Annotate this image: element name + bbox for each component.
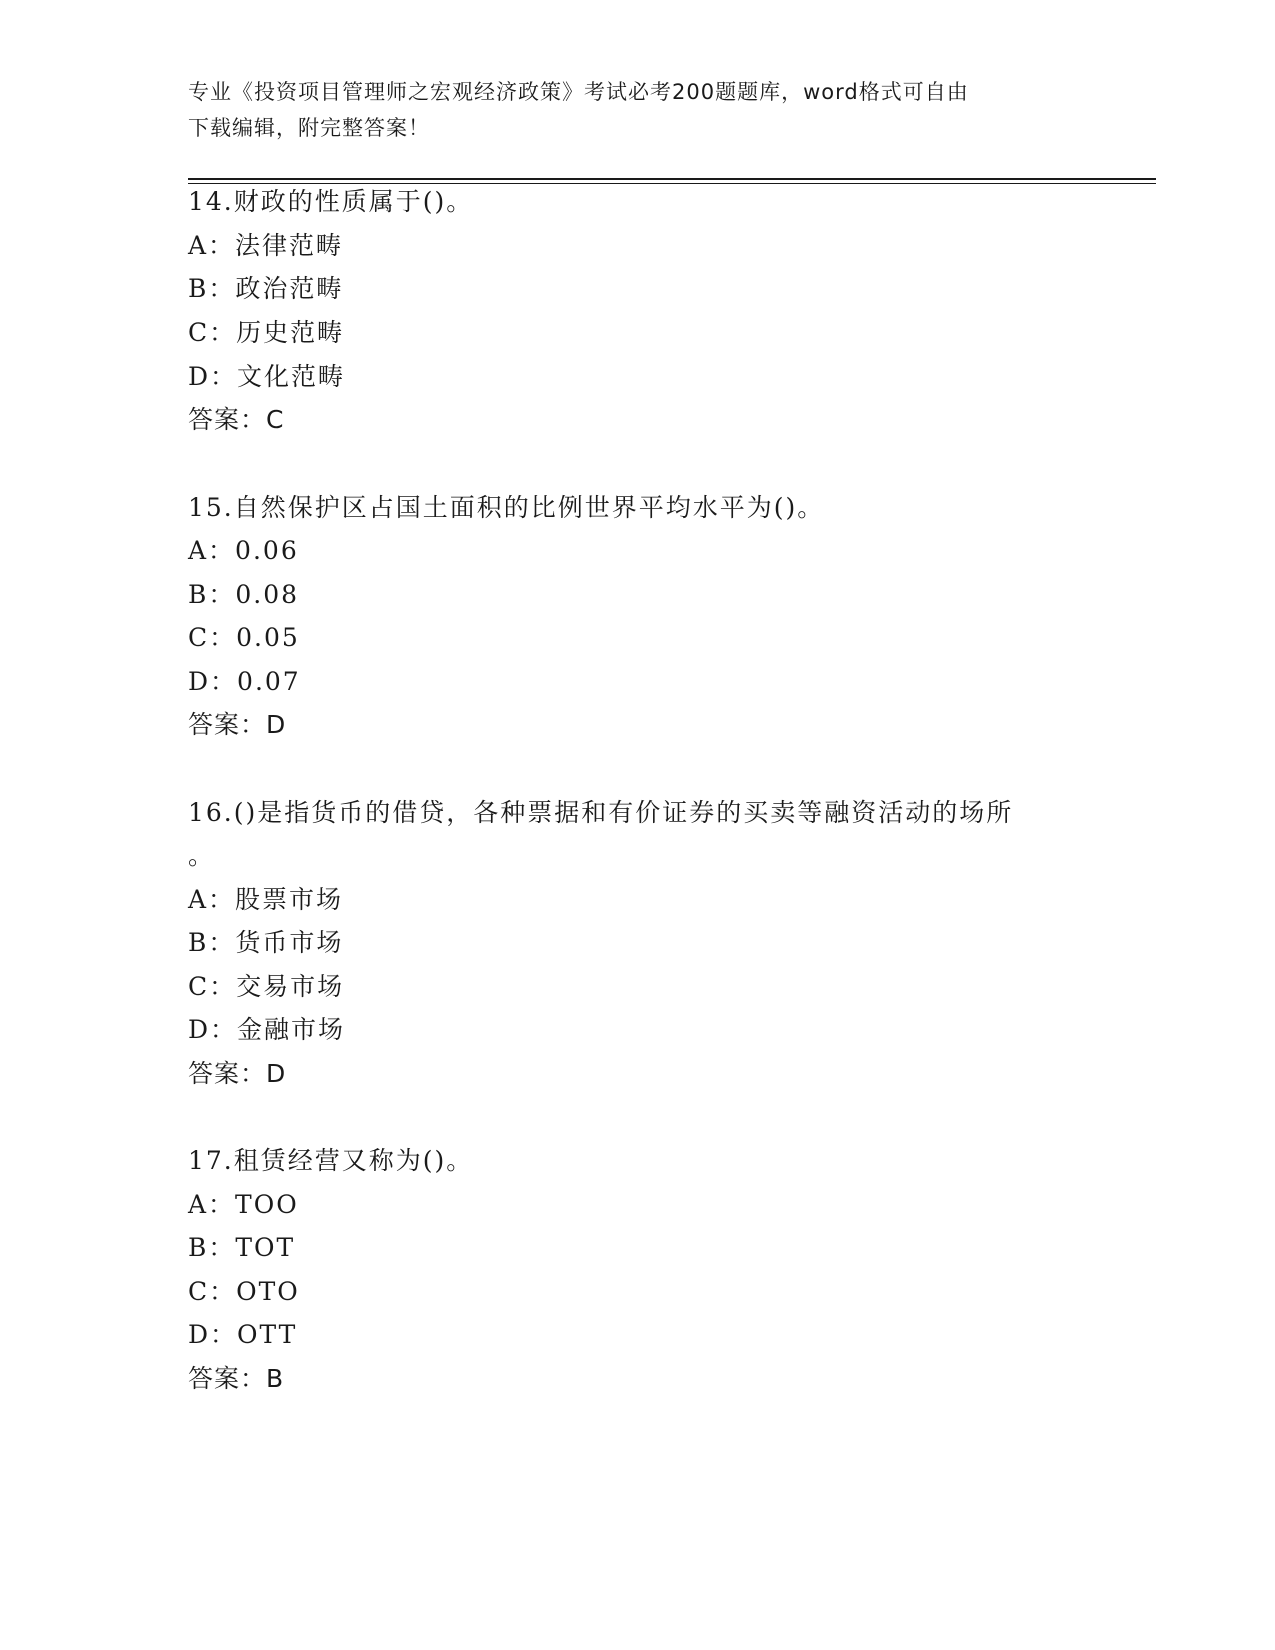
question-15-option-d: D：0.07: [188, 667, 301, 696]
header-line-1: 专业《投资项目管理师之宏观经济政策》考试必考200题题库，word格式可自由: [188, 80, 969, 104]
question-15-option-a: A：0.06: [188, 536, 299, 565]
question-16-option-b: B：货币市场: [188, 928, 344, 957]
question-17-answer: 答案：B: [188, 1364, 285, 1393]
question-17-option-d: D：OTT: [188, 1320, 298, 1349]
document-header: [188, 74, 1078, 146]
question-16-option-c: C：交易市场: [188, 972, 345, 1001]
question-16-option-a: A：股票市场: [188, 885, 344, 914]
question-14-option-b: B：政治范畴: [188, 274, 344, 303]
question-17-option-a: A：TOO: [188, 1190, 299, 1219]
question-15-answer: 答案：D: [188, 710, 287, 739]
header-line-2: 下载编辑，附完整答案！: [188, 116, 430, 140]
question-16-stem-continuation: 。: [188, 841, 216, 870]
question-14-option-c: C：历史范畴: [188, 318, 345, 347]
question-16-answer: 答案：D: [188, 1059, 287, 1088]
question-14-stem: 14.财政的性质属于()。: [188, 187, 474, 216]
question-14-option-a: A：法律范畴: [188, 231, 344, 260]
question-16-stem: 16.()是指货币的借贷，各种票据和有价证券的买卖等融资活动的场所: [188, 798, 1014, 827]
question-15-option-c: C：0.05: [188, 623, 300, 652]
question-14-answer: 答案：C: [188, 405, 285, 434]
question-14-option-d: D：文化范畴: [188, 362, 346, 391]
question-15-stem: 15.自然保护区占国土面积的比例世界平均水平为()。: [188, 493, 825, 522]
header-divider-thick: [188, 178, 1156, 180]
question-17-option-c: C：OTO: [188, 1277, 300, 1306]
question-15-option-b: B：0.08: [188, 580, 300, 609]
question-16-option-d: D：金融市场: [188, 1015, 346, 1044]
header-divider-thin: [188, 183, 1156, 184]
question-17-stem: 17.租赁经营又称为()。: [188, 1146, 474, 1175]
question-17-option-b: B：TOT: [188, 1233, 296, 1262]
